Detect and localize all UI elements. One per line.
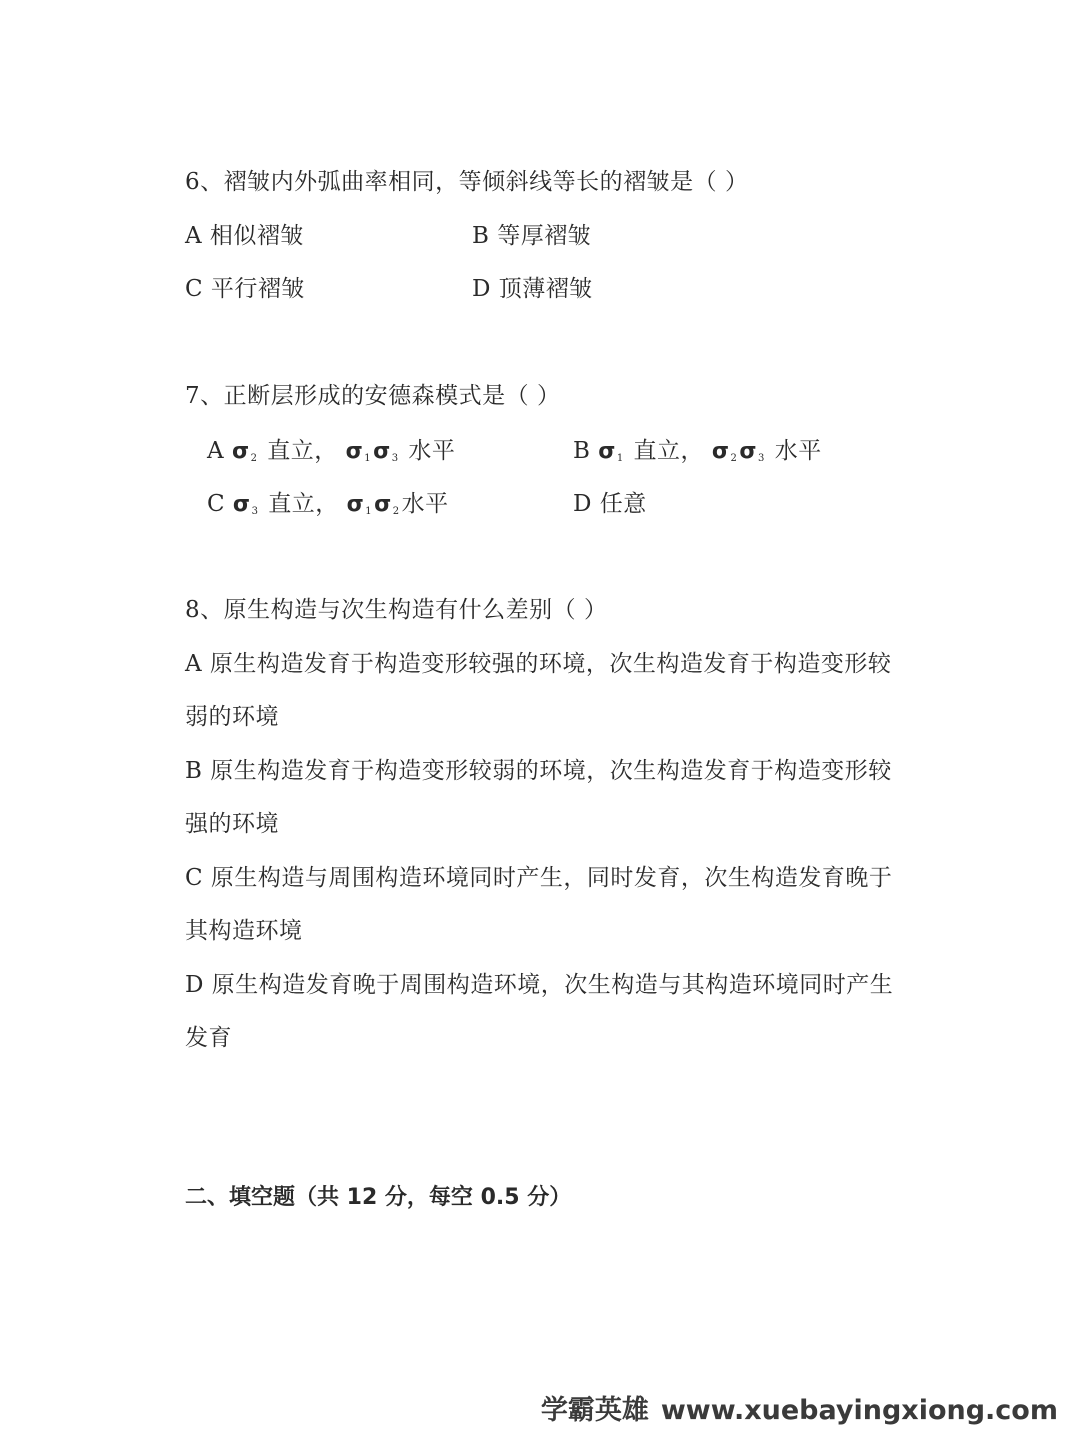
footer-brand-name: 学霸英雄 xyxy=(540,1395,649,1426)
sigma-symbol: σ xyxy=(598,439,616,464)
sigma-symbol: σ xyxy=(374,492,392,517)
question-8-option-a-cont: 弱的环境 xyxy=(185,704,279,730)
question-6-option-b: B 等厚褶皱 xyxy=(472,223,592,249)
question-8-option-a: A 原生构造发育于构造变形较强的环境，次生构造发育于构造变形较 xyxy=(185,651,892,677)
sigma-symbol: σ xyxy=(739,439,758,464)
question-7-option-a xyxy=(207,436,455,474)
question-8-option-c: C 原生构造与周围构造环境同时产生，同时发育，次生构造发育晚于 xyxy=(185,865,893,891)
sigma-symbol: σ xyxy=(231,439,250,464)
sigma-subscript: 2 xyxy=(730,453,738,464)
sigma-symbol: σ xyxy=(345,439,364,464)
sigma-subscript: 2 xyxy=(392,506,400,517)
sigma-subscript: 3 xyxy=(758,453,765,464)
question-8-option-d: D 原生构造发育晚于周围构造环境，次生构造与其构造环境同时产生 xyxy=(185,972,894,998)
option-letter: A xyxy=(207,438,225,464)
sigma-subscript: 2 xyxy=(250,453,258,464)
option-text: 直立， xyxy=(267,438,338,464)
option-letter: C xyxy=(207,491,226,517)
question-7-option-c xyxy=(207,489,449,527)
sigma-symbol: σ xyxy=(346,492,365,517)
question-6-option-c: C 平行褶皱 xyxy=(185,276,305,302)
question-7-option-b xyxy=(573,436,822,474)
option-text: 直立， xyxy=(633,438,705,464)
question-8-option-c-cont: 其构造环境 xyxy=(185,918,303,944)
question-6-option-a: A 相似褶皱 xyxy=(185,223,304,249)
section-2-title: 二、填空题（共 12 分，每空 0.5 分） xyxy=(185,1185,572,1210)
question-8-option-b: B 原生构造发育于构造变形较弱的环境，次生构造发育于构造变形较 xyxy=(185,758,892,784)
option-text: 直立， xyxy=(268,491,339,517)
question-7-option-d: D 任意 xyxy=(573,491,647,517)
question-8-option-d-cont: 发育 xyxy=(185,1025,232,1051)
footer-watermark xyxy=(541,1393,1058,1429)
sigma-symbol: σ xyxy=(232,492,251,517)
sigma-subscript: 3 xyxy=(251,506,259,517)
sigma-subscript: 1 xyxy=(365,506,373,517)
option-text: 水平 xyxy=(774,438,822,464)
sigma-subscript: 1 xyxy=(364,453,372,464)
option-text: 水平 xyxy=(408,438,456,464)
sigma-subscript: 1 xyxy=(616,453,624,464)
option-text: 水平 xyxy=(401,491,449,517)
question-6-stem: 6、褶皱内外弧曲率相同，等倾斜线等长的褶皱是（ ） xyxy=(185,169,749,195)
question-6-option-d: D 顶薄褶皱 xyxy=(472,276,593,302)
question-8-stem: 8、原生构造与次生构造有什么差别（ ） xyxy=(185,597,608,623)
question-8-option-b-cont: 强的环境 xyxy=(185,811,279,837)
footer-url: www.xuebayingxiong.com xyxy=(660,1395,1058,1426)
option-letter: B xyxy=(573,438,591,464)
sigma-symbol: σ xyxy=(373,439,391,464)
question-7-stem: 7、正断层形成的安德森模式是（ ） xyxy=(185,383,561,409)
sigma-symbol: σ xyxy=(711,439,730,464)
sigma-subscript: 3 xyxy=(391,453,399,464)
